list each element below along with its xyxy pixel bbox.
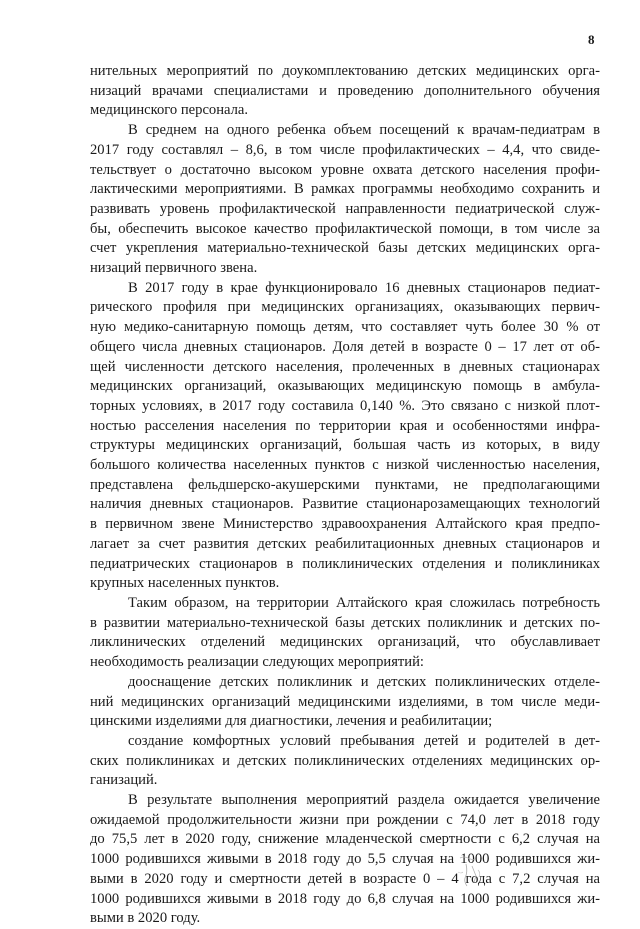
- document-body: [90, 62, 600, 929]
- text-line: 2017 году составлял – 8,6, в том числе профилактических – 4,4, что свиде-: [90, 141, 600, 158]
- text-line: ний медицинских организаций медицинскими изделиями, в том числе меди-: [90, 693, 600, 710]
- text-line: ганизаций.: [90, 772, 158, 789]
- text-line: выми в 2020 году.: [90, 910, 201, 927]
- text-line: тельствует о достаточно высоком уровне охвата детского населения профи-: [90, 161, 600, 178]
- text-line: В 2017 году в крае функционировало 16 дневных стационаров педиат-: [128, 279, 600, 296]
- text-line: крупных населенных пунктов.: [90, 575, 280, 592]
- text-line: выми в 2020 году и смертности детей в возрасте 0 – 4 года с 7,2 случая на: [90, 870, 600, 887]
- text-line: цинскими изделиями для диагностики, лечения и реабилитации;: [90, 713, 493, 730]
- text-line: дооснащение детских поликлиник и детских поликлинических отделе-: [128, 673, 600, 690]
- text-line: представлена фельдшерско-акушерскими пунктами, не предполагающими: [90, 476, 600, 493]
- text-line: ностью расселения населения по территории края и особенностями инфра-: [90, 417, 600, 434]
- text-line: структуры медицинских организаций, большая часть из которых, в виду: [90, 437, 600, 454]
- handwritten-signature-mark: [452, 852, 492, 892]
- text-line: нительных мероприятий по доукомплектованию детских медицинских орга-: [90, 63, 600, 79]
- text-line: в развитии материально-технической базы детских поликлиник и детских по-: [90, 614, 600, 631]
- text-line: педиатрических стационаров в поликлинических отделения и поликлиниках: [90, 555, 600, 572]
- text-line: ликлинических отделений медицинских организаций, что обуславливает: [90, 634, 600, 651]
- text-line: развивать уровень профилактической направленности педиатрической служ-: [90, 200, 600, 217]
- text-line: рического профиля при медицинских организациях, оказывающих первич-: [90, 299, 600, 316]
- page-number: 8: [588, 32, 595, 47]
- paragraph: [90, 732, 600, 791]
- text-line: низаций врачами специалистами и проведению дополнительного обучения: [90, 82, 600, 99]
- paragraph: [90, 279, 600, 594]
- text-line: 1000 родившихся живыми в 2018 году до 6,8 случая на 1000 родившихся жи-: [90, 890, 600, 907]
- paragraph: [90, 673, 600, 732]
- text-line: низаций первичного звена.: [90, 260, 258, 277]
- text-line: большого количества населенных пунктов с низкой численностью населения,: [90, 457, 600, 474]
- paragraph: [90, 121, 600, 279]
- text-line: ожидаемой продолжительности жизни при рождении с 74,0 лет в 2018 году: [90, 811, 600, 828]
- text-line: медицинских организаций, оказывающих медицинскую помощь в амбула-: [90, 378, 600, 395]
- paragraph: [90, 594, 600, 673]
- text-line: общего числа дневных стационаров. Доля детей в возрасте 0 – 17 лет от об-: [90, 338, 600, 355]
- text-line: торных условиях, в 2017 году составила 0,140 %. Это связано с низкой плот-: [90, 397, 600, 414]
- text-line: 1000 родившихся живыми в 2018 году до 5,5 случая на 1000 родившихся жи-: [90, 851, 600, 868]
- text-line: медицинского персонала.: [90, 102, 249, 119]
- text-line: до 75,5 лет в 2020 году, снижение младенческой смертности с 6,2 случая на: [90, 831, 600, 848]
- text-line: щей численности детского населения, пролеченных в дневных стационарах: [90, 358, 600, 375]
- paragraph: [90, 62, 600, 121]
- text-line: ских поликлиниках и детских поликлинических отделениях медицинских ор-: [90, 752, 600, 769]
- text-line: создание комфортных условий пребывания детей и родителей в дет-: [128, 732, 600, 749]
- text-line: Таким образом, на территории Алтайского края сложилась потребность: [128, 594, 600, 611]
- text-line: В результате выполнения мероприятий раздела ожидается увеличение: [128, 792, 600, 809]
- text-line: лагает за счет развития детских реабилитационных дневных стационаров и: [90, 535, 600, 552]
- text-line: счет укрепления материально-технической базы детских медицинских орга-: [90, 240, 600, 257]
- text-line: лактическими мероприятиями. В рамках программы необходимо сохранить и: [90, 181, 600, 198]
- text-line: бы, обеспечить высокое качество профилактической помощи, в том числе за: [90, 220, 600, 237]
- text-line: наличия дневных стационаров. Развитие стационарозамещающих технологий: [90, 496, 600, 513]
- text-line: в первичном звене Министерство здравоохранения Алтайского края предпо-: [90, 516, 600, 533]
- text-line: ную медико-санитарную помощь детям, что составляет чуть более 30 % от: [90, 319, 600, 336]
- text-line: В среднем на одного ребенка объем посещений к врачам-педиатрам в: [128, 122, 600, 139]
- paragraph: [90, 791, 600, 929]
- text-line: необходимость реализации следующих мероприятий:: [90, 654, 424, 671]
